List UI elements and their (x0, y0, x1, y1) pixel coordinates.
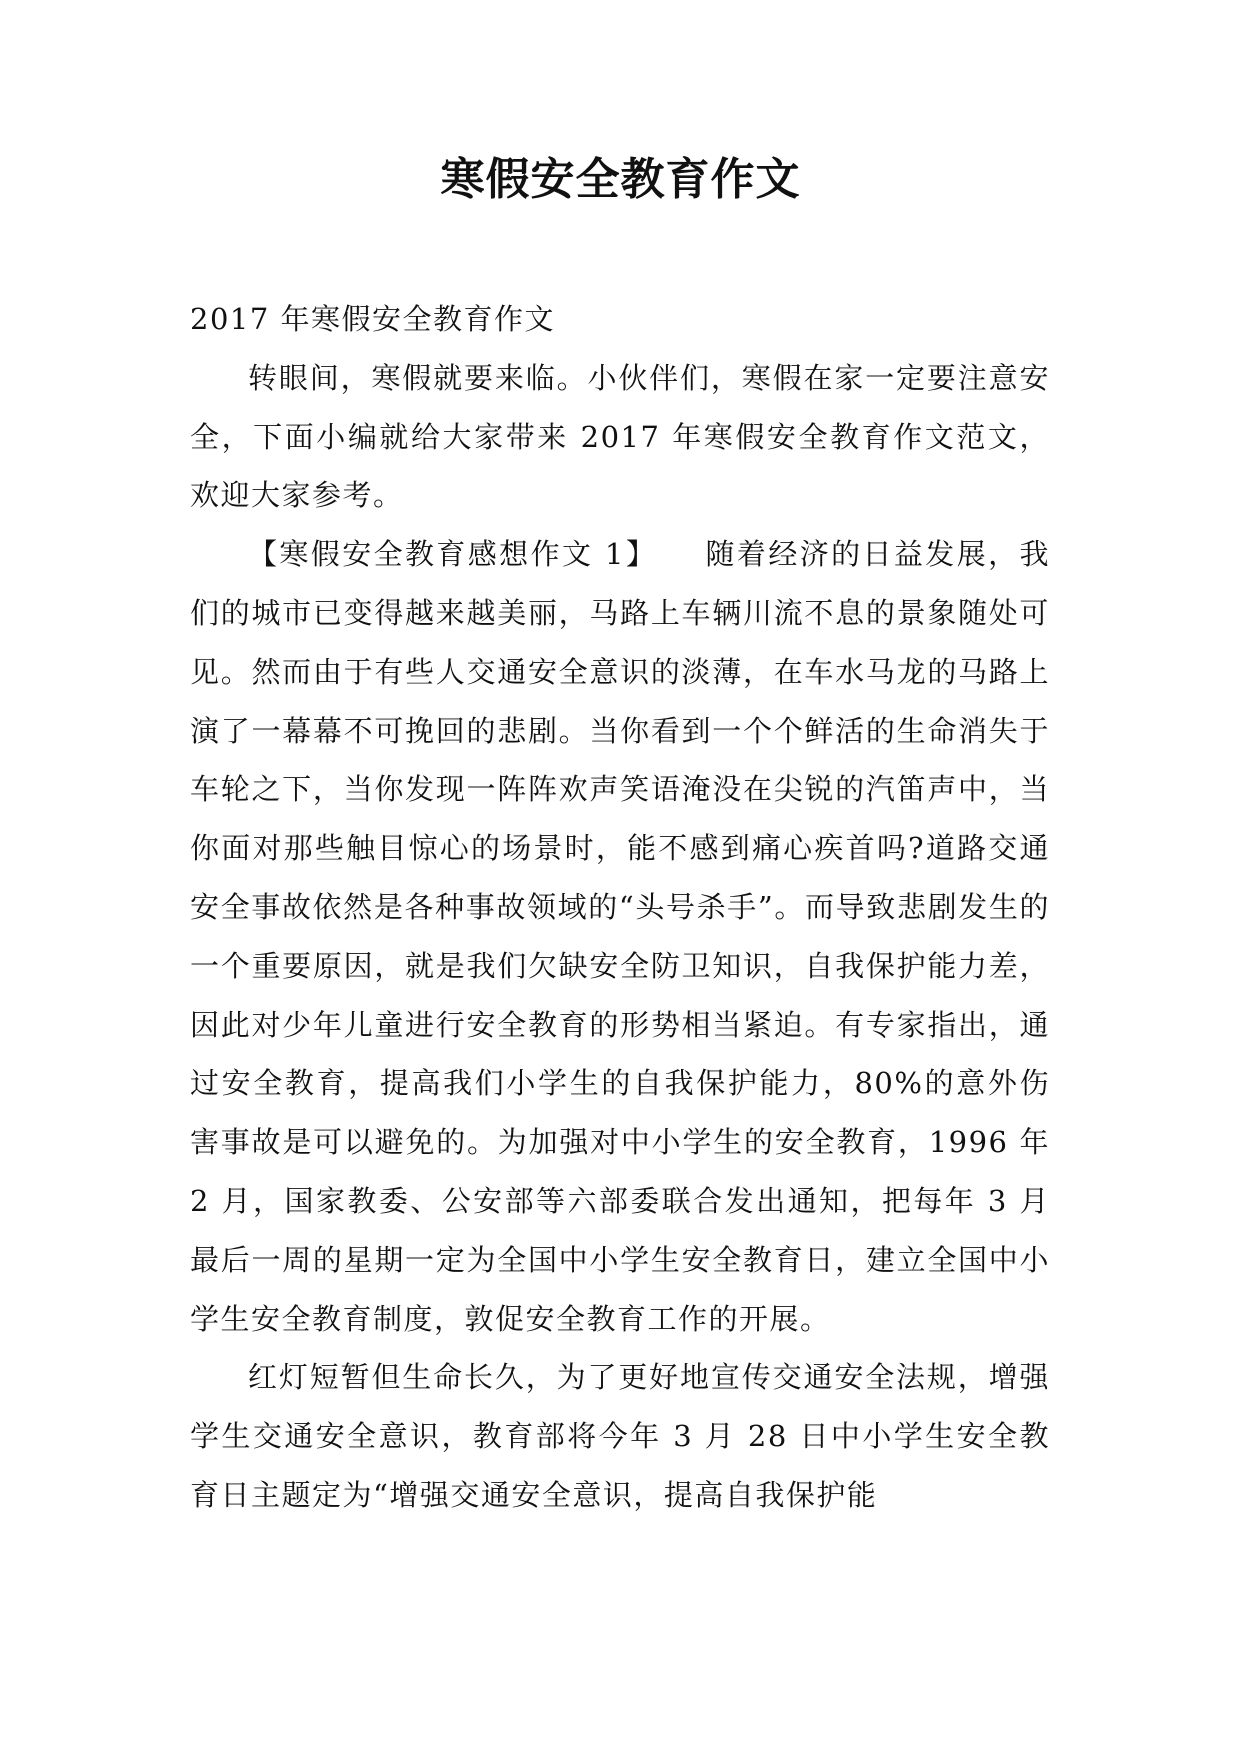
paragraph-intro: 转眼间，寒假就要来临。小伙伴们，寒假在家一定要注意安全，下面小编就给大家带来 2017 年寒假安全教育作文范文，欢迎大家参考。 (190, 360, 1050, 513)
paragraph-essay-1: 【寒假安全教育感想作文 1】 随着经济的日益发展，我们的城市已变得越来越美丽，马路上车辆川流不息的景象随处可见。然而由于有些人交通安全意识的淡薄，在车水马龙的马路上演了一幕幕不可挽回的悲剧。当你看到一个个鲜活的生命消失于车轮之下，当你发现一阵阵欢声笑语淹没在尖锐的汽笛声中，当你面对那些触目惊心的场景时，能不感到痛心疾首吗?道路交通安全事故依然是各种事故领域的“头号杀手”。而导致悲剧发生的一个重要原因，就是我们欠缺安全防卫知识，自我保护能力差，因此对少年儿童进行安全教育的形势相当紧迫。有专家指出，通过安全教育，提高我们小学生的自我保护能力，80%的意外伤害事故是可以避免的。为加强对中小学生的安全教育，1996 年 2 月，国家教委、公安部等六部委联合发出通知，把每年 3 月最后一周的星期一定为全国中小学生安全教育日，建立全国中小学生安全教育制度，敦促安全教育工作的开展。 (190, 537, 1050, 1336)
document-title: 寒假安全教育作文 (440, 154, 801, 205)
paragraph-traffic-safety: 红灯短暂但生命长久，为了更好地宣传交通安全法规，增强学生交通安全意识，教育部将今年 3 月 28 日中小学生安全教育日主题定为“增强交通安全意识，提高自我保护能 (190, 1360, 1050, 1512)
document-subtitle: 2017 年寒假安全教育作文 (190, 302, 556, 336)
document-body (190, 290, 1050, 1525)
